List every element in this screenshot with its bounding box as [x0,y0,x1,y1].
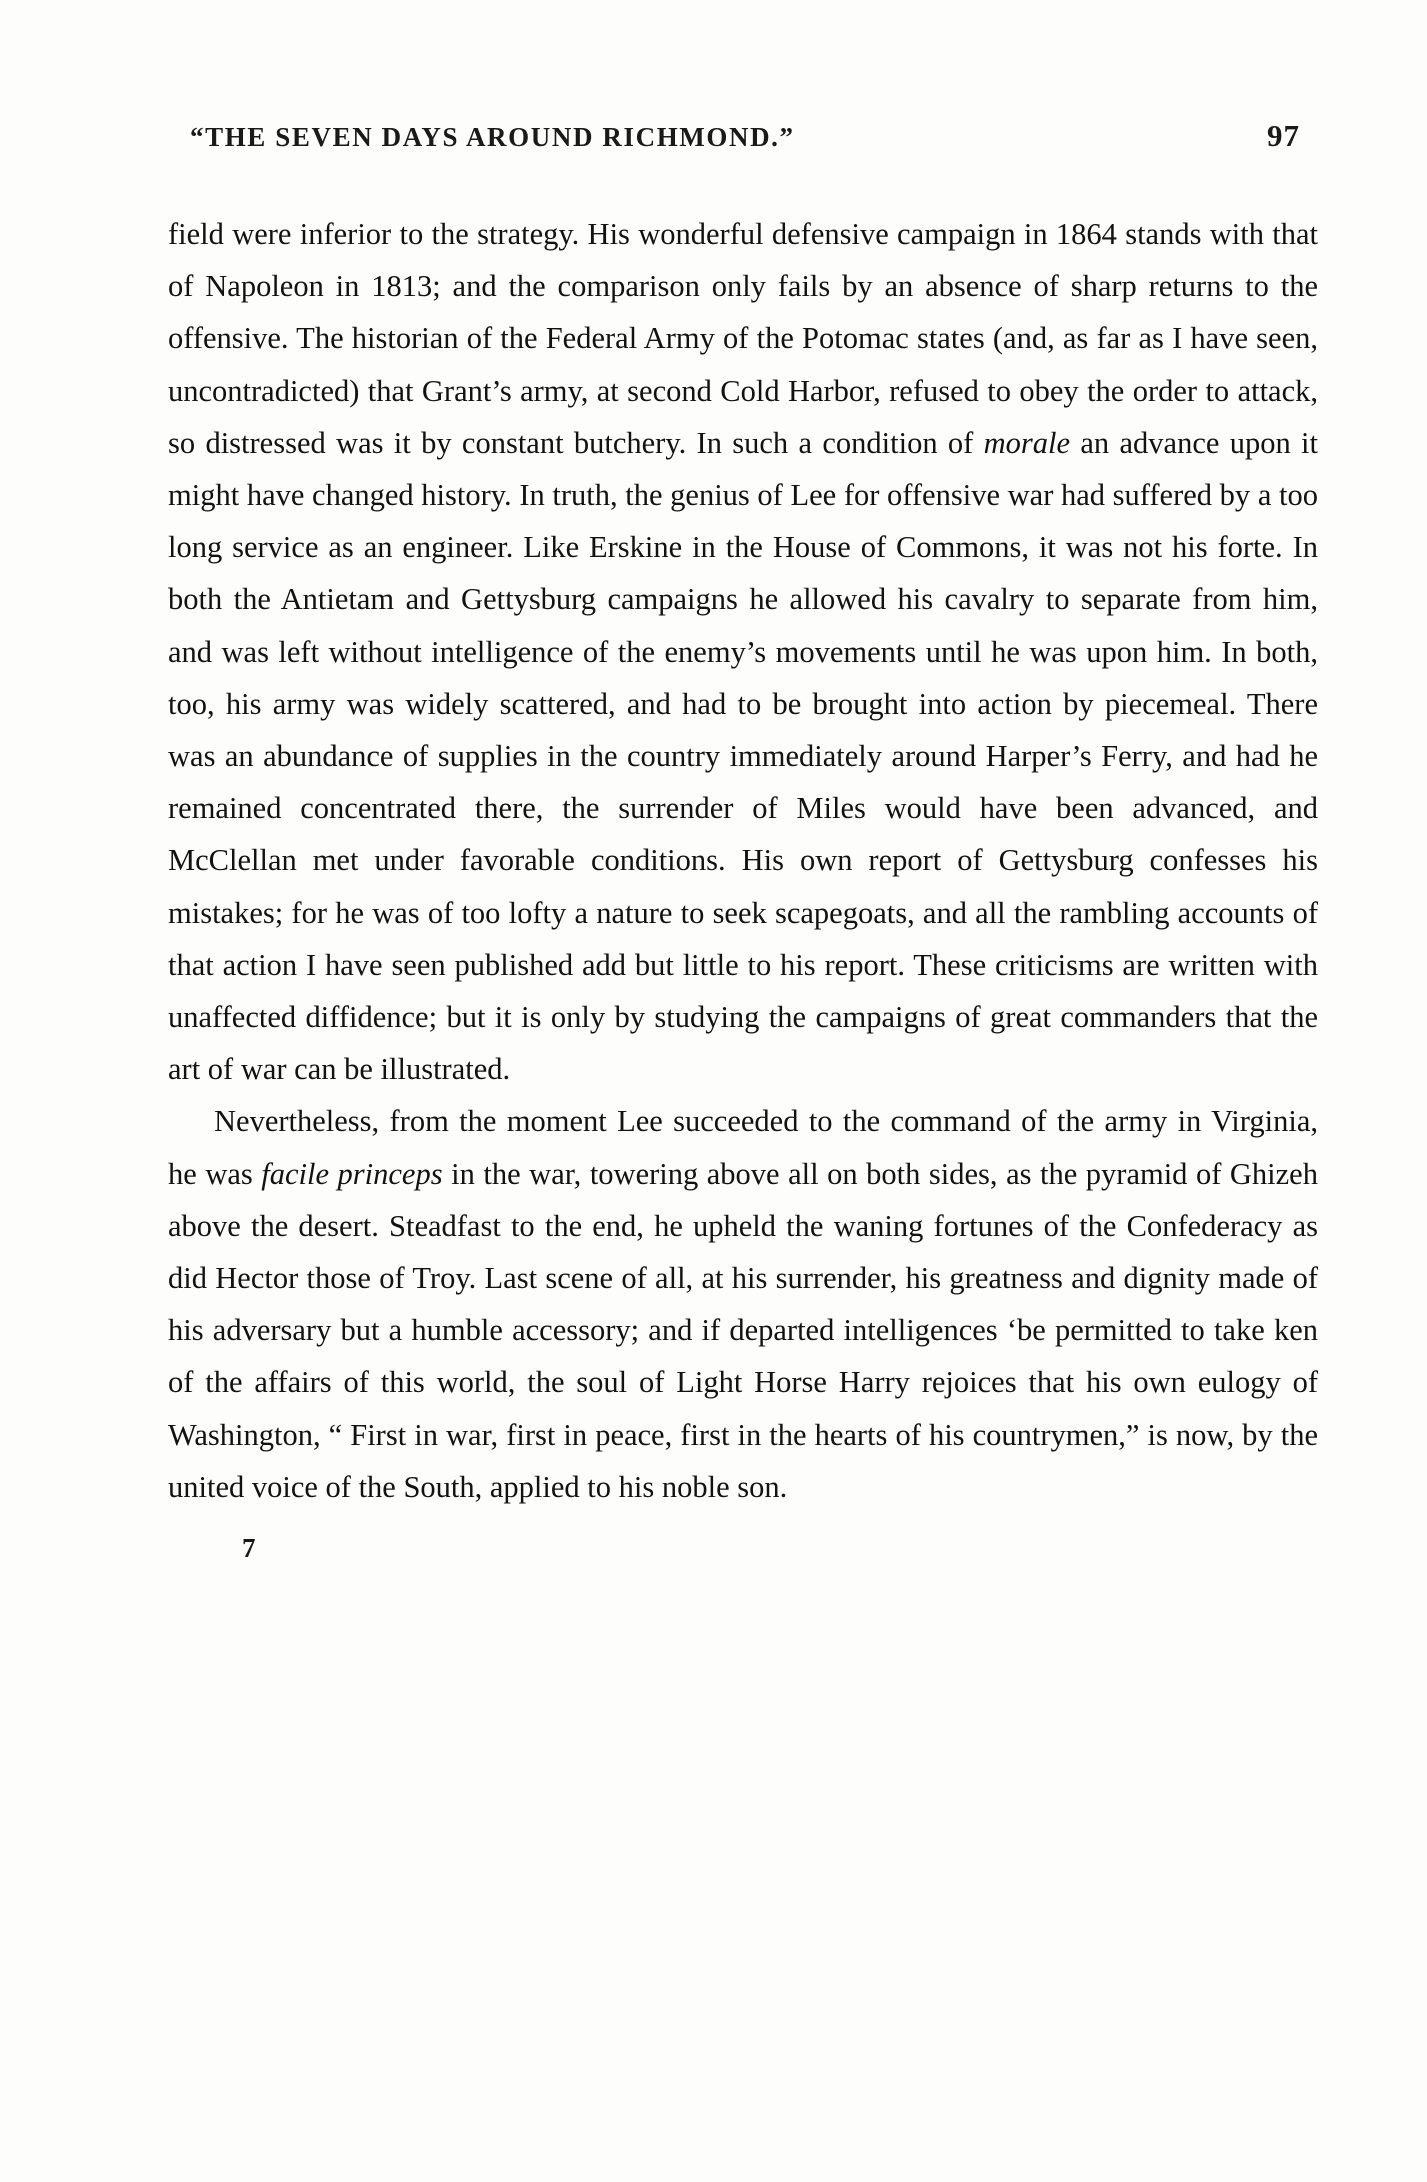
paragraph [168,208,1318,1095]
signature-mark: 7 [242,1533,256,1564]
paragraph [168,1095,1318,1513]
running-head [168,118,1318,154]
emphasis-text: morale [983,425,1071,460]
page-number: 97 [1267,118,1300,153]
text-run: in the war, towering above all on both sides, as the pyramid of Ghizeh above the desert. Steadfast to the end, he upheld the waning fortunes of the Confederacy as did Hector those of Troy. Last scene of all, at his surrender, his greatness and dignity made of his adversary but a humble accessory; and if departed intelligences ‘be permitted to take ken of the affairs of this world, the soul of Light Horse Harry rejoices that his own eulogy of Washington, “ First in war, first in peace, first in the hearts of his countrymen,” is now, by the united voice of the South, applied to his noble son. [168,1156,1318,1504]
emphasis-text: facile princeps [261,1156,443,1191]
running-head-title: “THE SEVEN DAYS AROUND RICHMOND.” [190,122,795,152]
text-run: an advance upon it might have changed history. In truth, the genius of Lee for offensive war had suffered by a too long service as an engineer. Like Erskine in the House of Commons, it was not his forte. In both the Antietam and Gettysburg campaigns he allowed his cavalry to separate from him, and was left without intelligence of the enemy’s movements until he was upon him. In both, too, his army was widely scattered, and had to be brought into action by piecemeal. There was an abundance of supplies in the country immediately around Harper’s Ferry, and had he remained concentrated there, the surrender of Miles would have been advanced, and McClellan met under favorable conditions. His own report of Gettysburg confesses his mistakes; for he was of too lofty a nature to seek scapegoats, and all the rambling accounts of that action I have seen published add but little to his report. These criticisms are written with unaffected diffidence; but it is only by studying the campaigns of great commanders that the art of war can be illustrated. [168,425,1318,1087]
page-content [168,118,1318,1564]
text-run: field were inferior to the strategy. His wonderful defensive campaign in 1864 stands with that of Napoleon in 1813; and the comparison only fails by an absence of sharp returns to the offensive. The historian of the Federal Army of the Potomac states (and, as far as I have seen, uncontradicted) that Grant’s army, at second Cold Harbor, refused to obey the order to attack, so distressed was it by constant butchery. In such a condition of [168,217,1318,460]
body-text [168,208,1318,1513]
text-run: Nevertheless, from the moment Lee succeeded to the command of the army in Virginia, he was [168,1104,1318,1191]
